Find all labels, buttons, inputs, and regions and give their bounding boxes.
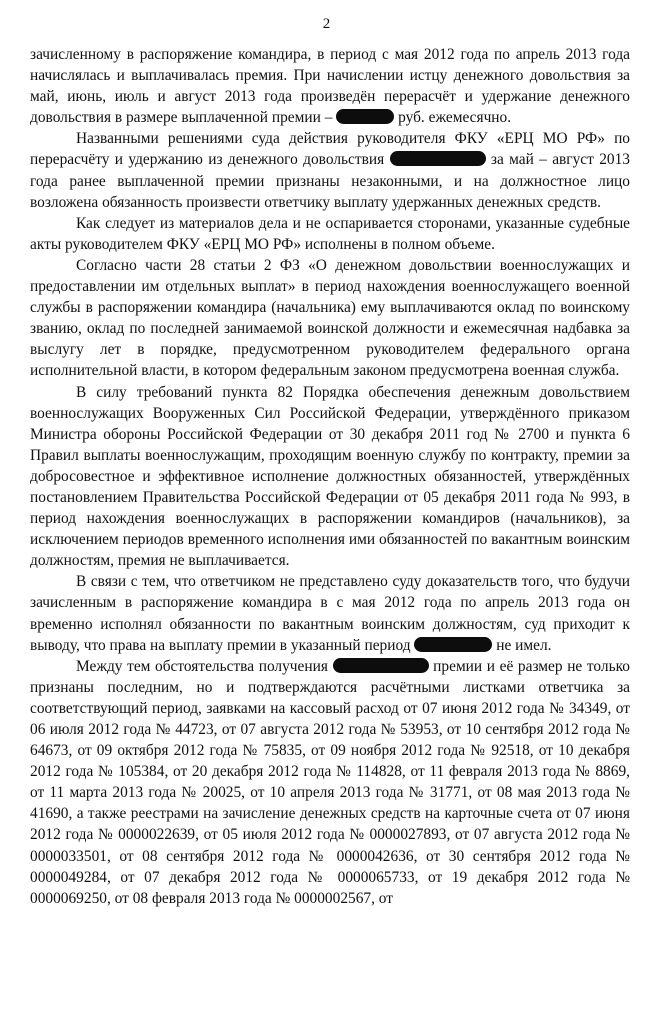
- paragraph-text: зачисленному в распоряжение командира, в период с мая 2012 года по апрель 2013 года начислялась и выплачивалась премия. При начислении истцу денежного довольствия за май, июнь, июль и август 2013 года произведён перерасчёт и удержание денежного довольствия в размере выплаченной премии –: [30, 46, 630, 127]
- document-body: [30, 44, 630, 909]
- paragraph-text: Как следует из материалов дела и не оспаривается сторонами, указанные судебные акты руководителем ФКУ «ЕРЦ МО РФ» исполнены в полном объеме.: [30, 214, 630, 253]
- paragraph-text: за май – август 2013 года ранее выплаченной премии признаны незаконными, и на должностное лицо возложена обязанность произвести ответчику выплату удержанных денежных средств.: [30, 151, 630, 211]
- paragraph-text: премии и её размер не только признаны последним, но и подтверждаются расчётными листками ответчика за соответствующий период, заявками на кассовый расход от 07 июня 2012 года № 34349, от 06 июля 2012 года № 44723, от 07 августа 2012 года № 53953, от 10 сентября 2012 года № 64673, от 09 октября 2012 года № 75835, от 09 ноября 2012 года № 92518, от 10 декабря 2012 года № 105384, от 20 декабря 2012 года № 114828, от 11 февраля 2013 года № 8869, от 11 марта 2013 года № 20025, от 10 апреля 2013 года № 31771, от 08 мая 2013 года № 41690, а также реестрами на зачисление денежных средств на карточные счета от 07 июня 2012 года № 0000022639, от 05 июля 2012 года № 0000027893, от 07 августа 2012 года № 0000033501, от 08 сентября 2012 года № 0000042636, от 30 сентября 2012 года № 0000049284, от 07 декабря 2012 года № 0000065733, от 19 декабря 2012 года № 0000069250, от 08 февраля 2013 года № 0000002567, от: [30, 657, 630, 907]
- redaction-mark: [390, 151, 486, 166]
- paragraph-text: Названными решениями суда действия руководителя ФКУ «ЕРЦ МО РФ» по перерасчёту и удержанию из денежного довольствия: [30, 130, 630, 169]
- redaction-mark: [414, 637, 492, 652]
- paragraph-p6: [30, 571, 630, 655]
- paragraph-p1: [30, 44, 630, 128]
- paragraph-p3: [30, 213, 630, 255]
- redaction-mark: [333, 658, 429, 673]
- paragraph-p4: [30, 255, 630, 382]
- paragraph-text: В силу требований пункта 82 Порядка обеспечения денежным довольствием военнослужащих Вооруженных Сил Российской Федерации, утверждённого приказом Министра обороны Российской Федерации от 30 декабря 2011 год № 2700 и пункта 6 Правил выплаты военнослужащим, проходящим военную службу по контракту, премии за добросовестное и эффективное исполнение должностных обязанностей, утверждённых постановлением Правительства Российской Федерации от 05 декабря 2011 года № 993, в период нахождения военнослужащих в распоряжении командиров (начальников), за исключением периодов временного исполнения ими обязанностей по вакантным воинским должностям, премия не выплачивается.: [30, 383, 630, 570]
- paragraph-p7: [30, 656, 630, 909]
- page-number: 2: [322, 16, 331, 32]
- paragraph-text: Согласно части 28 статьи 2 ФЗ «О денежном довольствии военнослужащих и предоставлении им отдельных выплат» в период нахождения военнослужащего военной службы в распоряжении командира (начальника) ему выплачиваются оклад по воинскому званию, оклад по последней занимаемой воинской должности и ежемесячная надбавка за выслугу лет в порядке, предусмотренном руководителем федерального органа исполнительной власти, в котором федеральным законом предусмотрена военная служба.: [30, 256, 630, 380]
- paragraph-p2: [30, 128, 630, 212]
- paragraph-p5: [30, 382, 630, 572]
- paragraph-text: не имел.: [492, 636, 552, 654]
- paragraph-text: руб. ежемесячно.: [394, 109, 512, 127]
- redaction-mark: [336, 109, 394, 124]
- paragraph-text: В связи с тем, что ответчиком не представлено суду доказательств того, что будучи зачисленным в распоряжение командира в с мая 2012 года по апрель 2013 года он временно исполнял обязанности по вакантным воинским должностям, суд приходит к выводу, что права на выплату премии в указанный период: [30, 573, 630, 654]
- paragraph-text: Между тем обстоятельства получения: [76, 657, 333, 675]
